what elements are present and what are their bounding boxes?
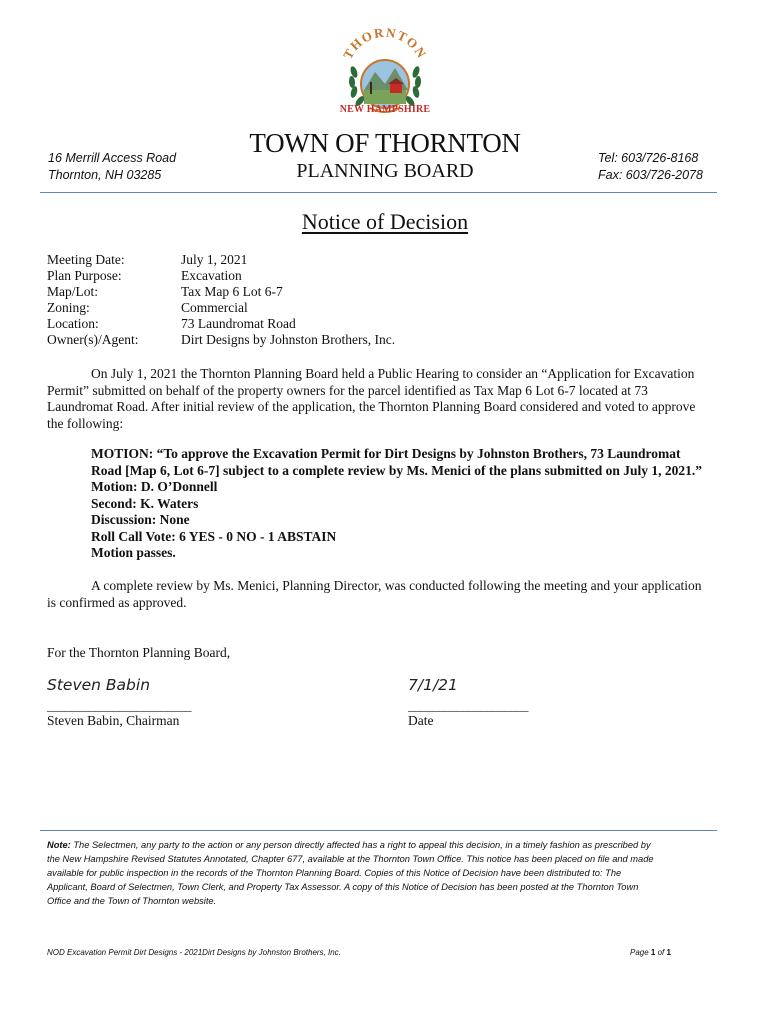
svg-text:THORNTON [340, 25, 430, 62]
field-value-plan-purpose: Excavation [181, 268, 242, 283]
field-value-meeting-date: July 1, 2021 [181, 252, 248, 267]
roll-call-vote: Roll Call Vote: 6 YES - 0 NO - 1 ABSTAIN [91, 528, 337, 544]
address-line-2: Thornton, NH 03285 [48, 168, 162, 182]
paragraph-line: A complete review by Ms. Menici, Planning Director, was conducted following the meeting and your application [91, 578, 702, 593]
note-line: the New Hampshire Revised Statutes Annotated, Chapter 677, available at the Thornton Town Office. This notice has been placed on file and made [47, 854, 654, 864]
fax: Fax: 603/726-2078 [598, 168, 703, 182]
chairman-signature: Steven Babin [47, 676, 151, 694]
field-label-owner-agent: Owner(s)/Agent: [47, 332, 139, 347]
note-line: Applicant, Board of Selectmen, Town Clerk, and Property Tax Assessor. A copy of this Notice of Decision has been posted at the Thornton Town [47, 882, 639, 892]
field-value-zoning: Commercial [181, 300, 248, 315]
field-value-map-lot: Tax Map 6 Lot 6-7 [181, 284, 283, 299]
paragraph-line: Laundromat Road. After initial review of the application, the Thornton Planning Board considered and voted to approve [47, 399, 696, 414]
note-line: Note: The Selectmen, any party to the action or any person directly affected has a right to appeal this decision, in a timely fashion as prescribed by [47, 840, 651, 850]
decision-paragraph [47, 366, 719, 432]
town-title: TOWN OF THORNTON [249, 128, 521, 158]
note-line: Office and the Town of Thornton website. [47, 896, 217, 906]
signature-caption: Steven Babin, Chairman [47, 713, 180, 728]
address-line-1: 16 Merrill Access Road [48, 151, 177, 165]
paragraph-line: Permit” submitted on behalf of the property owners for the parcel identified as Tax Map 6 Lot 6-7 located at 73 [47, 382, 648, 398]
motion-by: Motion: D. O’Donnell [91, 479, 218, 494]
motion-discussion: Discussion: None [91, 512, 190, 527]
header-divider [40, 192, 717, 193]
note-line: available for public inspection in the records of the Thornton Planning Board. Copies of this Notice of Decision have been distributed to: The [47, 868, 622, 878]
closing-line: For the Thornton Planning Board, [47, 645, 231, 660]
seal-bottom-text: NEW HAMPSHIRE [339, 104, 431, 115]
motion-block [91, 446, 721, 562]
review-paragraph [47, 578, 719, 611]
appeal-note [47, 838, 723, 908]
signature-line: ________________________ [47, 698, 191, 713]
field-label-meeting-date: Meeting Date: [47, 252, 125, 267]
field-value-location: 73 Laundromat Road [181, 316, 296, 331]
field-label-map-lot: Map/Lot: [47, 284, 98, 299]
address-block [48, 150, 176, 184]
field-label-location: Location: [47, 316, 99, 331]
date-caption: Date [408, 713, 434, 728]
telephone: Tel: 603/726-8168 [598, 151, 699, 165]
footer-document-name: NOD Excavation Permit Dirt Designs - 2021Dirt Designs by Johnston Brothers, Inc. [47, 948, 341, 957]
paragraph-line: the following: [47, 415, 124, 431]
field-label-plan-purpose: Plan Purpose: [47, 268, 122, 283]
paragraph-line: On July 1, 2021 the Thornton Planning Board held a Public Hearing to consider an “Application for Excavation [91, 366, 695, 381]
document-title: Notice of Decision [301, 209, 469, 234]
motion-text-line: Road [Map 6, Lot 6-7] subject to a complete review by Ms. Menici of the plans submitted on July 1, 2021.” [91, 462, 702, 478]
field-label-zoning: Zoning: [47, 300, 90, 315]
footer-page-number: Page 1 of 1 [630, 948, 671, 957]
board-title: PLANNING BOARD [296, 160, 474, 182]
motion-text-line: MOTION: “To approve the Excavation Permit for Dirt Designs by Johnston Brothers, 73 Laundromat [91, 446, 681, 461]
note-label: Note: [47, 840, 71, 850]
paragraph-line: is confirmed as approved. [47, 594, 187, 610]
date-line: ____________________ [408, 698, 528, 713]
note-divider [40, 830, 717, 831]
signature-date: 7/1/21 [408, 676, 458, 694]
contact-block [598, 150, 703, 184]
motion-result: Motion passes. [91, 545, 176, 560]
seal-top-text: THORNTON [339, 24, 431, 62]
motion-second: Second: K. Waters [91, 495, 199, 511]
field-value-owner-agent: Dirt Designs by Johnston Brothers, Inc. [181, 332, 396, 347]
